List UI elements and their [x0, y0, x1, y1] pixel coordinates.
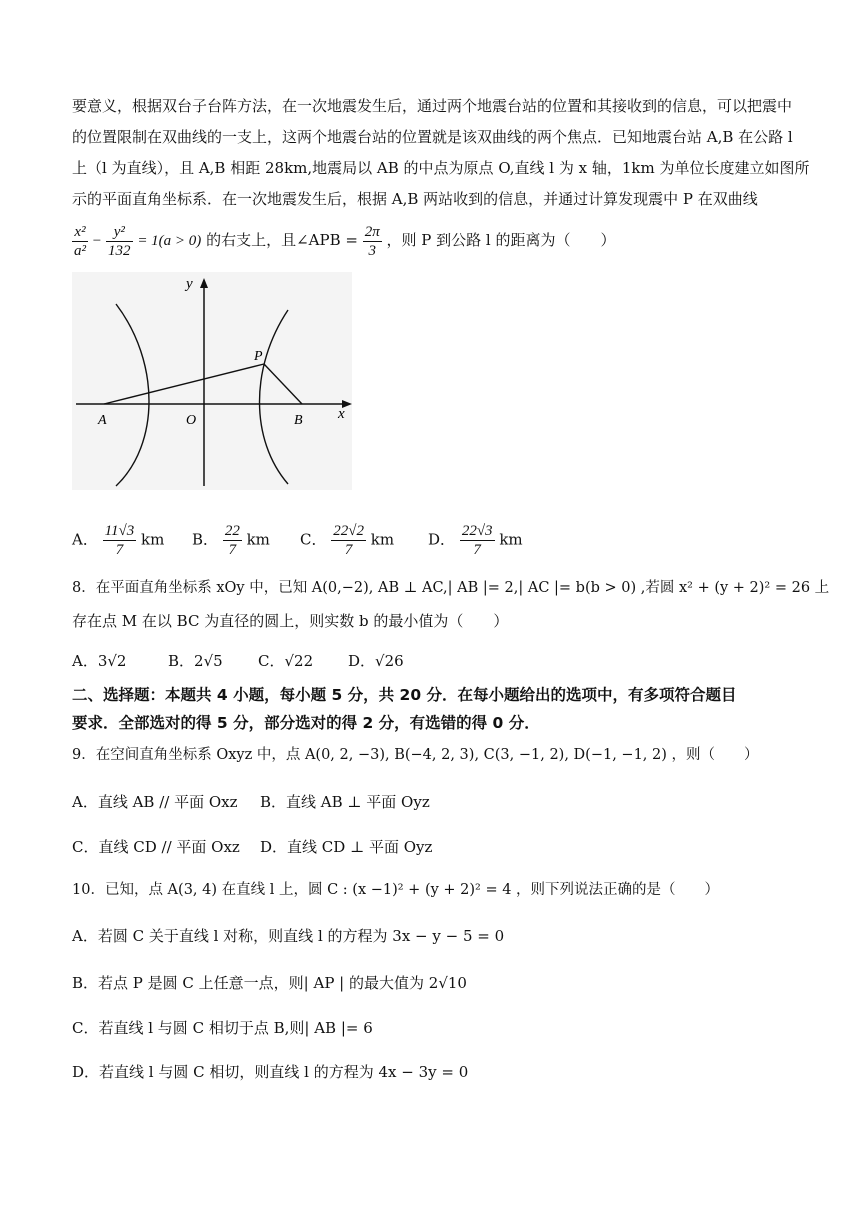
q8-option-a[interactable]: A．3√2	[72, 652, 127, 670]
q7-line-3: 上（l 为直线），且 A,B 相距 28km,地震局以 AB 的中点为原点 O,直线 l 为 x 轴，1km 为单位长度建立如图所	[72, 159, 810, 177]
q7-condition: 的右支上，且∠APB =	[206, 231, 358, 249]
q9-option-b[interactable]: B．直线 AB ⊥ 平面 Oyz	[260, 793, 430, 811]
q8-option-c[interactable]: C．√22	[258, 652, 314, 670]
q7-question: ，则 P 到公路 l 的距离为（ ）	[386, 231, 616, 249]
q7-line-4: 示的平面直角坐标系．在一次地震发生后，根据 A,B 两站收到的信息，并通过计算发现震中 P 在双曲线	[72, 190, 758, 208]
q10-option-c[interactable]: C．若直线 l 与圆 C 相切于点 B,则| AB |= 6	[72, 1019, 373, 1037]
q10-stem: 10．已知，点 A(3, 4) 在直线 l 上，圆 C : (x −1)² + (y + 2)² = 4 ，则下列说法正确的是（ ）	[72, 882, 720, 898]
label-b: B	[294, 413, 303, 428]
q8-options	[72, 650, 792, 672]
label-p: P	[254, 349, 263, 364]
hyperbola-x-term: $\frac{\text{x²}}{\text{a²}}$	[74, 223, 86, 259]
label-y: y	[186, 276, 193, 292]
q8-line-2: 存在点 M 在以 BC 为直径的圆上，则实数 b 的最小值为（ ）	[72, 612, 509, 630]
label-x: x	[338, 406, 345, 422]
q10-option-d[interactable]: D．若直线 l 与圆 C 相切，则直线 l 的方程为 4x − 3y = 0	[72, 1063, 469, 1081]
hyperbola-rhs: = 1(a > 0)	[137, 233, 202, 249]
q8-line-1: 8．在平面直角坐标系 xOy 中，已知 A(0,−2), AB ⊥ AC,| AB |= 2,| AC |= b(b > 0) ,若圆 x² + (y + 2)² = 26 上	[72, 580, 830, 596]
q7-line-1: 要意义，根据双台子台阵方法，在一次地震发生后，通过两个地震台站的位置和其接收到的信息，可以把震中	[72, 97, 793, 115]
label-o: O	[186, 413, 197, 428]
q7-option-a[interactable]: A． $\frac{11√3}{7}$ km	[72, 523, 165, 558]
section-2-heading-line-1: 二、选择题：本题共 4 小题，每小题 5 分，共 20 分．在每小题给出的选项中，有多项符合题目	[72, 686, 737, 704]
q9-option-d[interactable]: D．直线 CD ⊥ 平面 Oyz	[260, 838, 433, 856]
q8-option-b[interactable]: B．2√5	[168, 652, 223, 670]
q9-options-row-2	[72, 836, 792, 858]
hyperbola-figure	[72, 272, 352, 490]
q9-option-a[interactable]: A．直线 AB // 平面 Oxz	[72, 793, 238, 811]
q9-options-row-1	[72, 791, 792, 813]
q10-option-b[interactable]: B．若点 P 是圆 C 上任意一点，则| AP | 的最大值为 2√10	[72, 974, 467, 992]
q7-option-b[interactable]: B． $\frac{22}{7}$ km	[192, 523, 270, 558]
q7-option-d[interactable]: D． $\frac{22√3}{7}$ km	[428, 523, 523, 558]
section-2-heading-line-2: 要求．全部选对的得 5 分，部分选对的得 2 分，有选错的得 0 分．	[72, 714, 540, 732]
q7-line-5: $\frac{\text{x²}}{\text{a²}}$ − $\frac{\text{y²}}{132}$ = 1(a > 0) 的右支上，且∠APB = $\frac{2\pi}{3}$ ，则 P 到公路 l 的距离为（ ）	[74, 223, 616, 259]
q7-options	[72, 510, 792, 558]
q10-option-a[interactable]: A．若圆 C 关于直线 l 对称，则直线 l 的方程为 3x − y − 5 = 0	[72, 927, 505, 945]
label-a: A	[98, 413, 107, 428]
q7-option-c[interactable]: C． $\frac{22√2}{7}$ km	[300, 523, 395, 558]
q9-stem: 9．在空间直角坐标系 Oxyz 中，点 A(0, 2, −3), B(−4, 2, 3), C(3, −1, 2), D(−1, −1, 2) ，则（ ）	[72, 747, 759, 763]
q7-line-2: 的位置限制在双曲线的一支上，这两个地震台站的位置就是该双曲线的两个焦点．已知地震台站 A,B 在公路 l	[72, 128, 793, 146]
angle-fraction: $\frac{2\pi}{3}$	[364, 223, 380, 259]
q9-option-c[interactable]: C．直线 CD // 平面 Oxz	[72, 838, 240, 856]
hyperbola-y-term: $\frac{\text{y²}}{132}$	[108, 223, 131, 259]
q8-option-d[interactable]: D．√26	[348, 652, 404, 670]
